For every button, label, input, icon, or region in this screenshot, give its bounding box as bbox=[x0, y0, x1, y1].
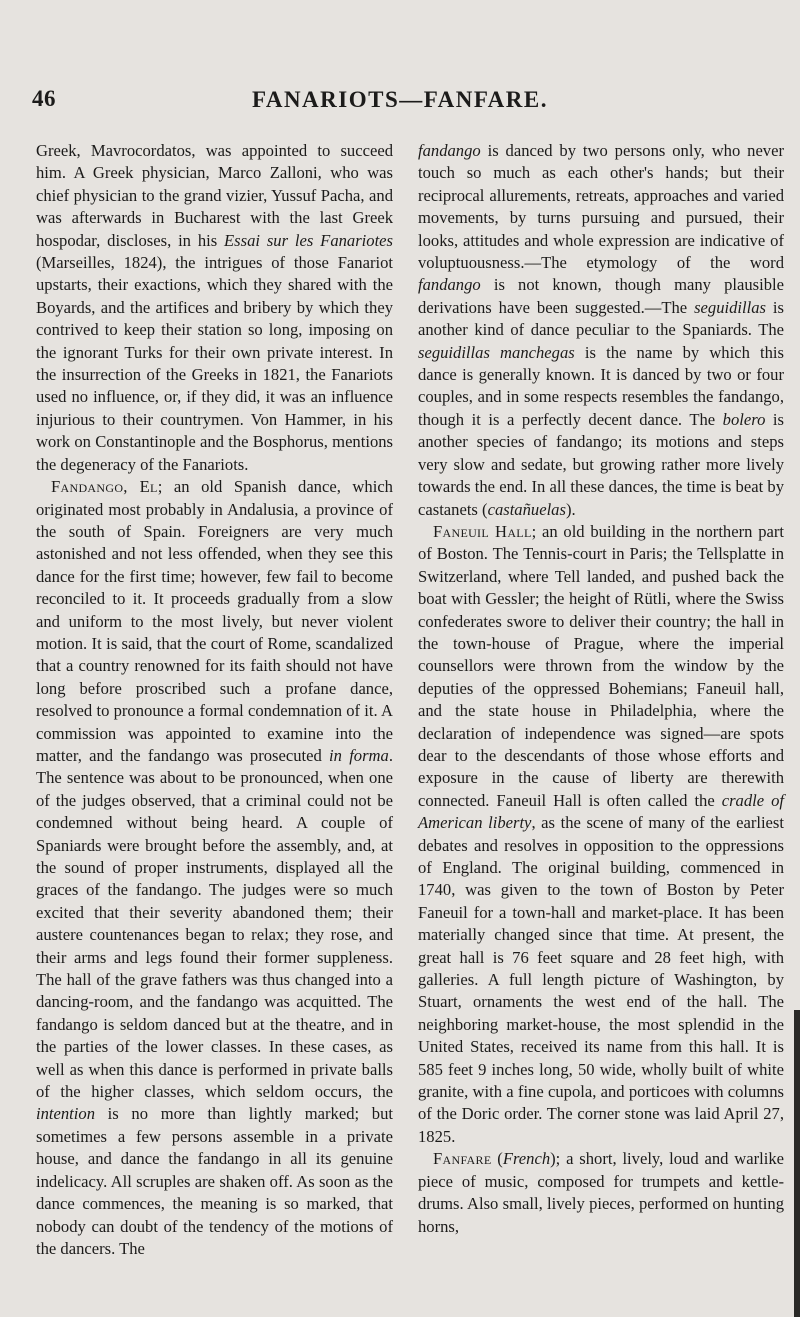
entry-faneuil-hall bbox=[418, 521, 784, 1148]
text-run: . The sentence was about to be pronounced, when one of the judges observed, that a criminal could not be condemned without being heard. A couple of Spaniards were brought before the assembly, and, at the sound of proper instruments, displayed all the graces of the fandango. The judges were so much excited that their severity abandoned them; their austere countenances began to relax; they rose, and their arms and legs found their former suppleness. The hall of the grave fathers was thus changed into a dancing-room, and the fandango was acquitted. The fandango is seldom danced but at the theatre, and in the parties of the lower classes. In these cases, as well as when this dance is performed in private balls of the higher classes, which seldom occurs, the bbox=[36, 745, 393, 1102]
paragraph-fanariots-continued bbox=[36, 140, 393, 476]
text-run: (Marseilles, 1824), the intrigues of those Fanariot upstarts, their exactions, which they shared with the Boyards, and the artifices and bribery by which they contrived to keep their station so long, imposing on the ignorant Turks for their own private interest. In the insurrection of the Greeks in 1821, the Fanariots used no influence, or, if they did, it was an influence injurious to their countrymen. Von Hammer, in his work on Constantinople and the Bosphorus, mentions the degeneracy of the Fanariots. bbox=[36, 253, 393, 474]
running-head: FANARIOTS—FANFARE. bbox=[252, 87, 548, 112]
italic-book-title: Essai sur les Fanariotes bbox=[224, 230, 394, 250]
text-run: ; an old Spanish dance, which originated most probably in Andalusia, a province of the south of Spain. Foreigners are very much astonished and not less offended, when they see this dance for the first time; however, few fail to become reconciled to it. It proceeds gradually from a slow and uniform to the most lively, but never violent motion. It is said, that the court of Rome, scandalized that a country renowned for its faith should not have long before proscribed such a profane dance, resolved to pronounce a formal condemnation of it. A commission was appointed to examine into the matter, and the fandango was prosecuted bbox=[36, 477, 393, 765]
text-run: Greek, Mavrocordatos, was appointed to succeed him. A Greek physician, Marco Zalloni, who was chief physician to the grand vizier, Yussuf Pacha, and was afterwards in Bucharest with the last Greek hospodar, discloses, in his bbox=[36, 141, 393, 250]
italic-term: fandango bbox=[418, 141, 481, 160]
entry-headword: Fanfare bbox=[433, 1149, 492, 1169]
left-column bbox=[36, 140, 393, 1260]
italic-term: seguidillas bbox=[694, 297, 766, 317]
entry-headword: Fandango, El bbox=[51, 477, 158, 497]
italic-term: French bbox=[502, 1149, 551, 1169]
text-run: ; an old building in the northern part of Boston. The Tennis-court in Paris; the Tellsplatte in Switzerland, where Tell landed, and pushed back the boat with Gessler; the height of Rütli, where the Swiss confederates swore to deliver their country; the hall in the town-house of Prague, where the imperial counsellors were thrown from the window by the deputies of the oppressed Bohemians; Faneuil hall, and the state house in Philadelphia, where the declaration of independence was signed—are spots dear to the descendants of those whose efforts and exposure in the cause of liberty are therewith connected. Faneuil Hall is often called the bbox=[418, 521, 784, 810]
entry-fanfare: Fanfare (French); a short, lively, loud and warlike piece of music, composed for trumpets and kettle-drums. Also small, lively pieces, performed on hunting horns, bbox=[418, 1149, 784, 1236]
text-run: is no more than lightly marked; but sometimes a few persons assemble in a private house, and dance the fandango in all its genuine indelicacy. All scruples are shaken off. As soon as the dance commences, the meaning is so marked, that nobody can doubt of the tendency of the motions of the dancers. The bbox=[36, 1104, 393, 1258]
text-run: ; a short, lively, loud and warlike piece of music, composed for trumpets and kettle-drums. Also small, lively pieces, performed on hunting horns, bbox=[418, 1149, 784, 1236]
italic-term: intention bbox=[36, 1104, 95, 1124]
page-number: 46 bbox=[32, 86, 56, 111]
text-run: ). bbox=[565, 499, 576, 519]
right-column bbox=[418, 140, 784, 1238]
text-run: is another species of fandango; its motions and steps very slow and sedate, but growing rather more lively towards the end. In all these dances, the time is beat by castanets ( bbox=[418, 409, 784, 519]
italic-term: cradle of American liberty bbox=[418, 790, 784, 833]
italic-term: in forma bbox=[329, 745, 389, 765]
text-run: is another kind of dance peculiar to the Spaniards. The bbox=[418, 297, 784, 340]
entry-headword: Faneuil Hall bbox=[433, 521, 532, 541]
text-run: is not known, though many plausible derivations have been suggested.—The bbox=[418, 275, 784, 317]
italic-term: castañuelas bbox=[487, 499, 566, 519]
text-run: is the name by which this dance is generally known. It is danced by two or four couples, and in some respects resembles the fandango, though it is a perfectly decent dance. The bbox=[418, 342, 784, 429]
italic-term: bolero bbox=[722, 409, 766, 429]
paragraph-fandango-continued bbox=[418, 140, 784, 521]
text-run: is danced by two persons only, who never touch so much as each other's hands; but their reciprocal allurements, retreats, approaches and varied movements, by turns pursuing and pursued, their looks, attitudes and whole expression are indicative of voluptuousness.—The etymology of the word bbox=[418, 141, 784, 273]
italic-term: fandango bbox=[418, 275, 481, 295]
page-edge-shadow bbox=[794, 1010, 800, 1317]
text-run: , as the scene of many of the earliest debates and resolves in opposition to the oppressions of England. The original building, commenced in 1740, was given to the town of Boston by Peter Faneuil for a town-hall and market-place. It has been materially changed since that time. At present, the great hall is 76 feet square and 28 feet high, with galleries. A full length picture of Washington, by Stuart, ornaments the west end of the hall. The neighboring market-house, the most splendid in the United States, received its name from this hall. It is 585 feet 9 inches long, 50 wide, wholly built of white granite, with a fine cupola, and porticoes with columns of the Doric order. The corner stone was laid April 27, 1825. bbox=[418, 813, 784, 1146]
entry-fandango bbox=[36, 476, 393, 1260]
italic-term: seguidillas manchegas bbox=[418, 342, 575, 362]
